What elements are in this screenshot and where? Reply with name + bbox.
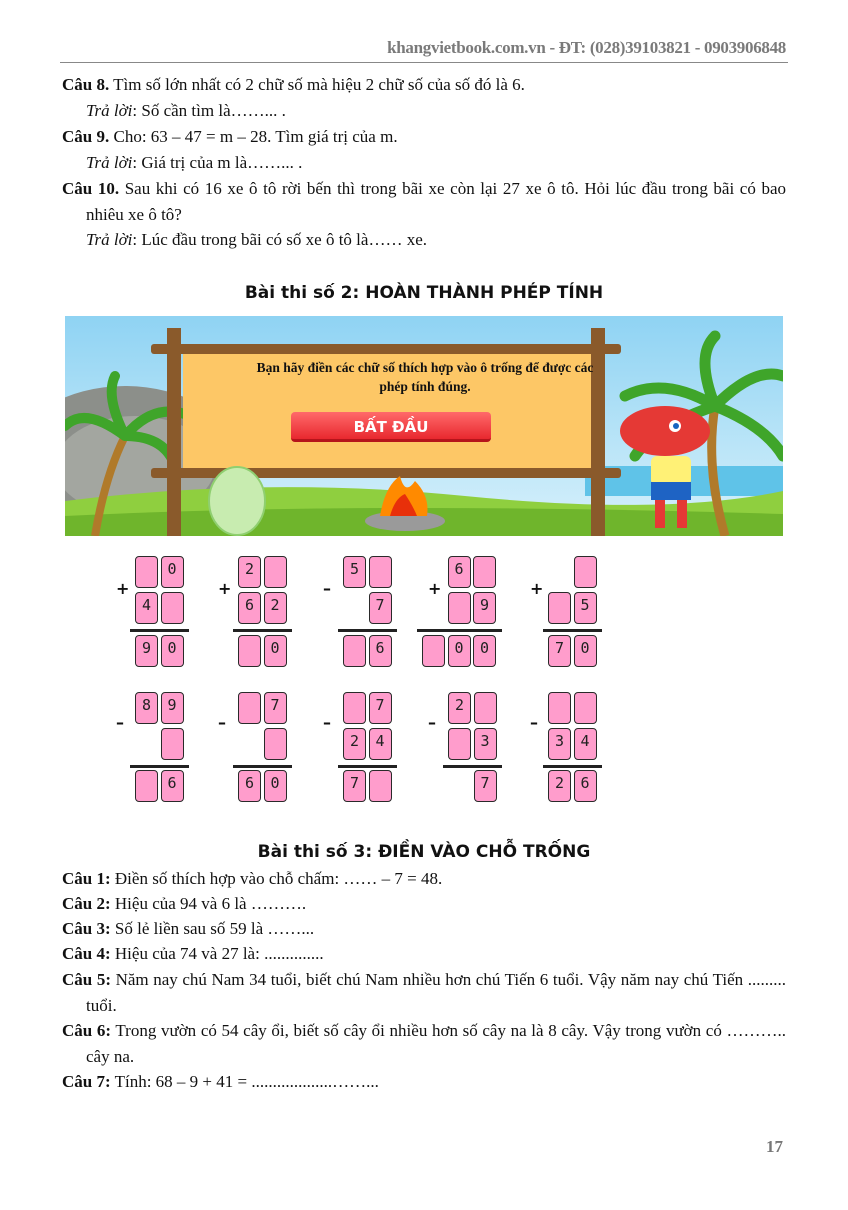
digit-box: 3 (474, 728, 497, 760)
digit-box: 6 (238, 592, 261, 624)
digit-input-box[interactable] (473, 556, 496, 588)
answer-label: Trả lời (86, 101, 133, 120)
question-text: Tìm số lớn nhất có 2 chữ số mà hiệu 2 chữ số của số đó là 6. (109, 75, 525, 94)
digit-box: 4 (135, 592, 158, 624)
digit-box: 2 (548, 770, 571, 802)
digit-box: 8 (135, 692, 158, 724)
plus-sign: + (530, 579, 544, 598)
page-header-contact: khangvietbook.com.vn - ĐT: (028)39103821 - 0903906848 (387, 38, 786, 57)
section-2-title: Bài thi số 2: HOÀN THÀNH PHÉP TÍNH (244, 283, 604, 303)
game-instruction: Bạn hãy điền các chữ số thích hợp vào ô trống để được các phép tính đúng. (256, 360, 594, 394)
digit-input-box[interactable] (369, 770, 392, 802)
page-number: 17 (766, 1137, 783, 1156)
digit-input-box[interactable] (474, 692, 497, 724)
section-3-title: Bài thi số 3: ĐIỀN VÀO CHỖ TRỐNG (257, 842, 591, 862)
question-label: Câu 8. (62, 75, 110, 94)
result-line (130, 765, 189, 768)
minus-sign: – (428, 713, 436, 732)
digit-input-box[interactable] (548, 692, 571, 724)
digit-box: 0 (161, 556, 184, 588)
question-8 (62, 72, 786, 98)
digit-box: 6 (161, 770, 184, 802)
digit-box: 9 (473, 592, 496, 624)
question-text: Số lẻ liền sau số 59 là ……... (110, 919, 315, 938)
digit-input-box[interactable] (369, 556, 392, 588)
digit-box: 7 (369, 592, 392, 624)
digit-box: 6 (369, 635, 392, 667)
result-line (130, 629, 189, 632)
game-banner (65, 316, 783, 536)
digit-box: 9 (135, 635, 158, 667)
fill-question-1 (62, 866, 786, 892)
digit-input-box[interactable] (161, 592, 184, 624)
answer-text: : Giá trị của m là……... . (132, 153, 303, 172)
digit-box: 6 (448, 556, 471, 588)
digit-input-box[interactable] (574, 556, 597, 588)
answer-label: Trả lời (86, 153, 133, 172)
question-text: Cho: 63 – 47 = m – 28. Tìm giá trị của m. (109, 127, 398, 146)
digit-box: 0 (473, 635, 496, 667)
question-text: Trong vườn có 54 cây ổi, biết số cây ổi nhiều hơn số cây na là 8 cây. Vậy trong vườn có ……….. cây na. (86, 1021, 786, 1066)
result-line (443, 765, 502, 768)
question-label: Câu 1: (62, 869, 111, 888)
minus-sign: – (323, 579, 331, 598)
fill-question-2 (62, 891, 786, 917)
digit-input-box[interactable] (574, 692, 597, 724)
digit-input-box[interactable] (448, 728, 471, 760)
result-line (233, 765, 292, 768)
digit-box: 7 (548, 635, 571, 667)
digit-input-box[interactable] (264, 556, 287, 588)
digit-box: 7 (264, 692, 287, 724)
fill-question-5 (62, 967, 786, 1019)
digit-box: 2 (264, 592, 287, 624)
question-10 (62, 176, 786, 228)
digit-box: 2 (448, 692, 471, 724)
question-label: Câu 6: (62, 1021, 112, 1040)
digit-box: 6 (574, 770, 597, 802)
fill-question-4 (62, 941, 786, 967)
digit-input-box[interactable] (238, 635, 261, 667)
plus-sign: + (428, 579, 442, 598)
question-text: Điền số thích hợp vào chỗ chấm: …… – 7 = 48. (110, 869, 443, 888)
digit-box: 2 (238, 556, 261, 588)
digit-box: 7 (369, 692, 392, 724)
fill-question-7 (62, 1069, 786, 1095)
answer-8 (86, 98, 286, 124)
question-label: Câu 7: (62, 1072, 111, 1091)
answer-9 (86, 150, 302, 176)
answer-10 (86, 227, 427, 253)
digit-input-box[interactable] (135, 770, 158, 802)
digit-input-box[interactable] (343, 635, 366, 667)
digit-input-box[interactable] (343, 692, 366, 724)
digit-box: 9 (161, 692, 184, 724)
result-line (543, 765, 602, 768)
question-9 (62, 124, 786, 150)
digit-box: 0 (574, 635, 597, 667)
question-label: Câu 9. (62, 127, 110, 146)
question-text: Năm nay chú Nam 34 tuổi, biết chú Nam nhiều hơn chú Tiến 6 tuổi. Vậy năm nay chú Tiến ......... tuổi. (86, 970, 786, 1015)
result-line (338, 629, 397, 632)
digit-input-box[interactable] (548, 592, 571, 624)
result-line (233, 629, 292, 632)
minus-sign: – (530, 713, 538, 732)
answer-label: Trả lời (86, 230, 133, 249)
digit-box: 2 (343, 728, 366, 760)
minus-sign: – (323, 713, 331, 732)
digit-box: 4 (369, 728, 392, 760)
question-text: Tính: 68 – 9 + 41 = ...................……... (110, 1072, 379, 1091)
question-text: Hiệu của 74 và 27 là: .............. (110, 944, 324, 963)
digit-input-box[interactable] (422, 635, 445, 667)
plus-sign: + (218, 579, 232, 598)
digit-input-box[interactable] (238, 692, 261, 724)
question-label: Câu 2: (62, 894, 111, 913)
start-button[interactable]: BẤT ĐẦU (291, 412, 491, 442)
result-line (338, 765, 397, 768)
plus-sign: + (116, 579, 130, 598)
digit-box: 5 (574, 592, 597, 624)
digit-box: 3 (548, 728, 571, 760)
digit-box: 5 (343, 556, 366, 588)
answer-text: : Số cần tìm là……... . (132, 101, 286, 120)
question-label: Câu 10. (62, 179, 120, 198)
question-label: Câu 5: (62, 970, 111, 989)
minus-sign: – (116, 713, 124, 732)
header-rule (60, 62, 788, 63)
question-text: Hiệu của 94 và 6 là ………. (110, 894, 307, 913)
digit-input-box[interactable] (135, 556, 158, 588)
result-line (543, 629, 602, 632)
digit-box: 0 (161, 635, 184, 667)
result-line (417, 629, 502, 632)
digit-input-box[interactable] (264, 728, 287, 760)
digit-box: 0 (264, 770, 287, 802)
digit-box: 6 (238, 770, 261, 802)
digit-input-box[interactable] (161, 728, 184, 760)
digit-box: 0 (448, 635, 471, 667)
digit-box: 7 (343, 770, 366, 802)
question-label: Câu 4: (62, 944, 111, 963)
minus-sign: – (218, 713, 226, 732)
answer-text: : Lúc đầu trong bãi có số xe ô tô là…… xe. (132, 230, 428, 249)
fill-question-3 (62, 916, 786, 942)
fill-question-6 (62, 1018, 786, 1070)
question-label: Câu 3: (62, 919, 111, 938)
question-text: Sau khi có 16 xe ô tô rời bến thì trong bãi xe còn lại 27 xe ô tô. Hỏi lúc đầu trong bãi có bao nhiêu xe ô tô? (86, 179, 787, 224)
digit-box: 4 (574, 728, 597, 760)
digit-box: 0 (264, 635, 287, 667)
digit-box: 7 (474, 770, 497, 802)
digit-input-box[interactable] (448, 592, 471, 624)
